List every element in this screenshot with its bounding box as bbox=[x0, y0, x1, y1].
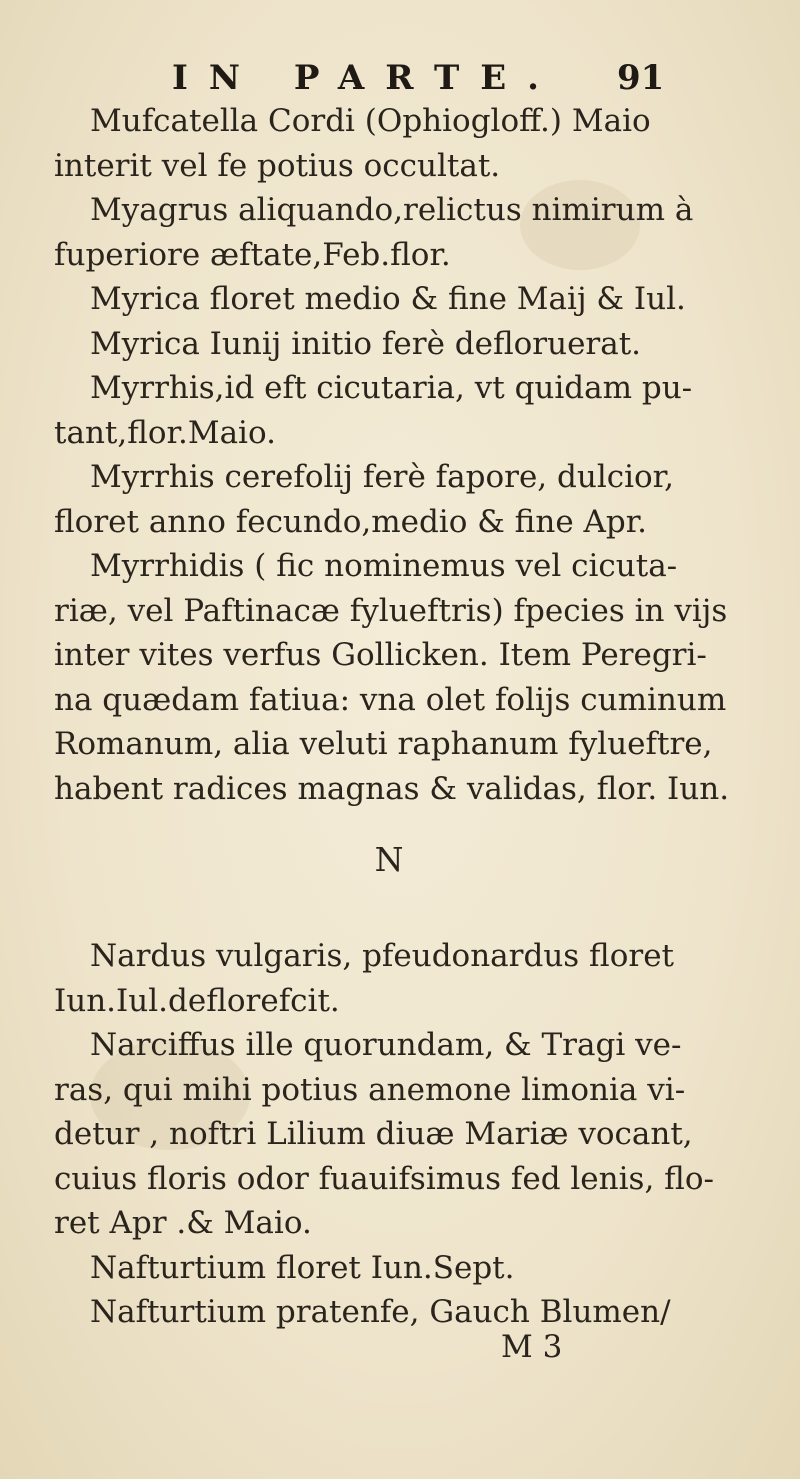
entry-line: Romanum, alia veluti raphanum fylueftre, bbox=[54, 726, 713, 762]
entry-line: habent radices magnas & validas, flor. Iun. bbox=[54, 770, 730, 807]
entry-first-line: Nafturtium floret Iun.Sept. bbox=[90, 1249, 515, 1286]
entry-paragraph bbox=[54, 366, 724, 455]
entries-part2 bbox=[54, 934, 724, 1335]
running-head: IN PARTE. bbox=[172, 58, 561, 98]
entry-line: na quædam fatiua: vna olet folijs cuminum bbox=[54, 681, 727, 718]
entry-paragraph bbox=[54, 1246, 724, 1291]
entry-line: cuius floris odor fuauifsimus fed lenis, flo- bbox=[54, 1160, 714, 1197]
entry-line: inter vites verfus Gollicken. Item Peregri- bbox=[54, 637, 707, 673]
entry-paragraph bbox=[54, 1290, 724, 1335]
entry-paragraph bbox=[54, 322, 724, 367]
entry-first-line: Myrrhis cerefolij ferè fapore, dulcior, bbox=[90, 459, 674, 495]
entry-first-line: Narciffus ille quorundam, & Tragi ve- bbox=[90, 1027, 682, 1063]
entry-first-line: Myrrhis,id eft cicutaria, vt quidam pu- bbox=[90, 370, 693, 406]
entry-paragraph bbox=[54, 455, 724, 544]
entry-first-line: Myagrus aliquando,relictus nimirum à bbox=[90, 192, 694, 228]
entry-paragraph bbox=[54, 544, 730, 811]
entries-part1 bbox=[54, 99, 730, 811]
section-letter: N bbox=[374, 840, 404, 879]
entry-first-line: Nardus vulgaris, pfeudonardus floret bbox=[90, 938, 675, 974]
entry-first-line: Myrica floret medio & fine Maij & Iul. bbox=[90, 281, 686, 317]
entry-line: Iun.Iul.deflorefcit. bbox=[54, 982, 340, 1019]
body-text bbox=[54, 99, 730, 1367]
entry-paragraph bbox=[54, 188, 724, 277]
entry-paragraph bbox=[54, 99, 724, 188]
entry-first-line: Mufcatella Cordi (Ophiogloff.) Maio bbox=[90, 103, 651, 139]
entry-first-line: Myrrhidis ( fic nominemus vel cicuta- bbox=[90, 548, 678, 584]
entry-first-line: Nafturtium pratenfe, Gauch Blumen/ bbox=[90, 1294, 671, 1330]
entry-line: ret Apr .& Maio. bbox=[54, 1205, 312, 1241]
entry-line: interit vel fe potius occultat. bbox=[54, 147, 501, 184]
signature-mark: M 3 bbox=[501, 1328, 563, 1365]
entry-line: ras, qui mihi potius anemone limonia vi- bbox=[54, 1071, 686, 1108]
entry-paragraph bbox=[54, 934, 724, 1023]
entry-line: detur , noftri Lilium diuæ Mariæ vocant, bbox=[54, 1116, 693, 1152]
entry-line: fuperiore æftate,Feb.flor. bbox=[54, 236, 451, 273]
entry-line: riæ, vel Paftinacæ fylueftris) fpecies in vijs bbox=[54, 592, 728, 629]
entry-paragraph bbox=[54, 1023, 724, 1246]
entry-first-line: Myrica Iunij initio ferè defloruerat. bbox=[90, 325, 642, 362]
entry-paragraph bbox=[54, 277, 724, 322]
entry-line: tant,flor.Maio. bbox=[54, 414, 276, 451]
page-number: 91 bbox=[617, 58, 665, 98]
entry-line: floret anno fecundo,medio & fine Apr. bbox=[54, 503, 648, 540]
